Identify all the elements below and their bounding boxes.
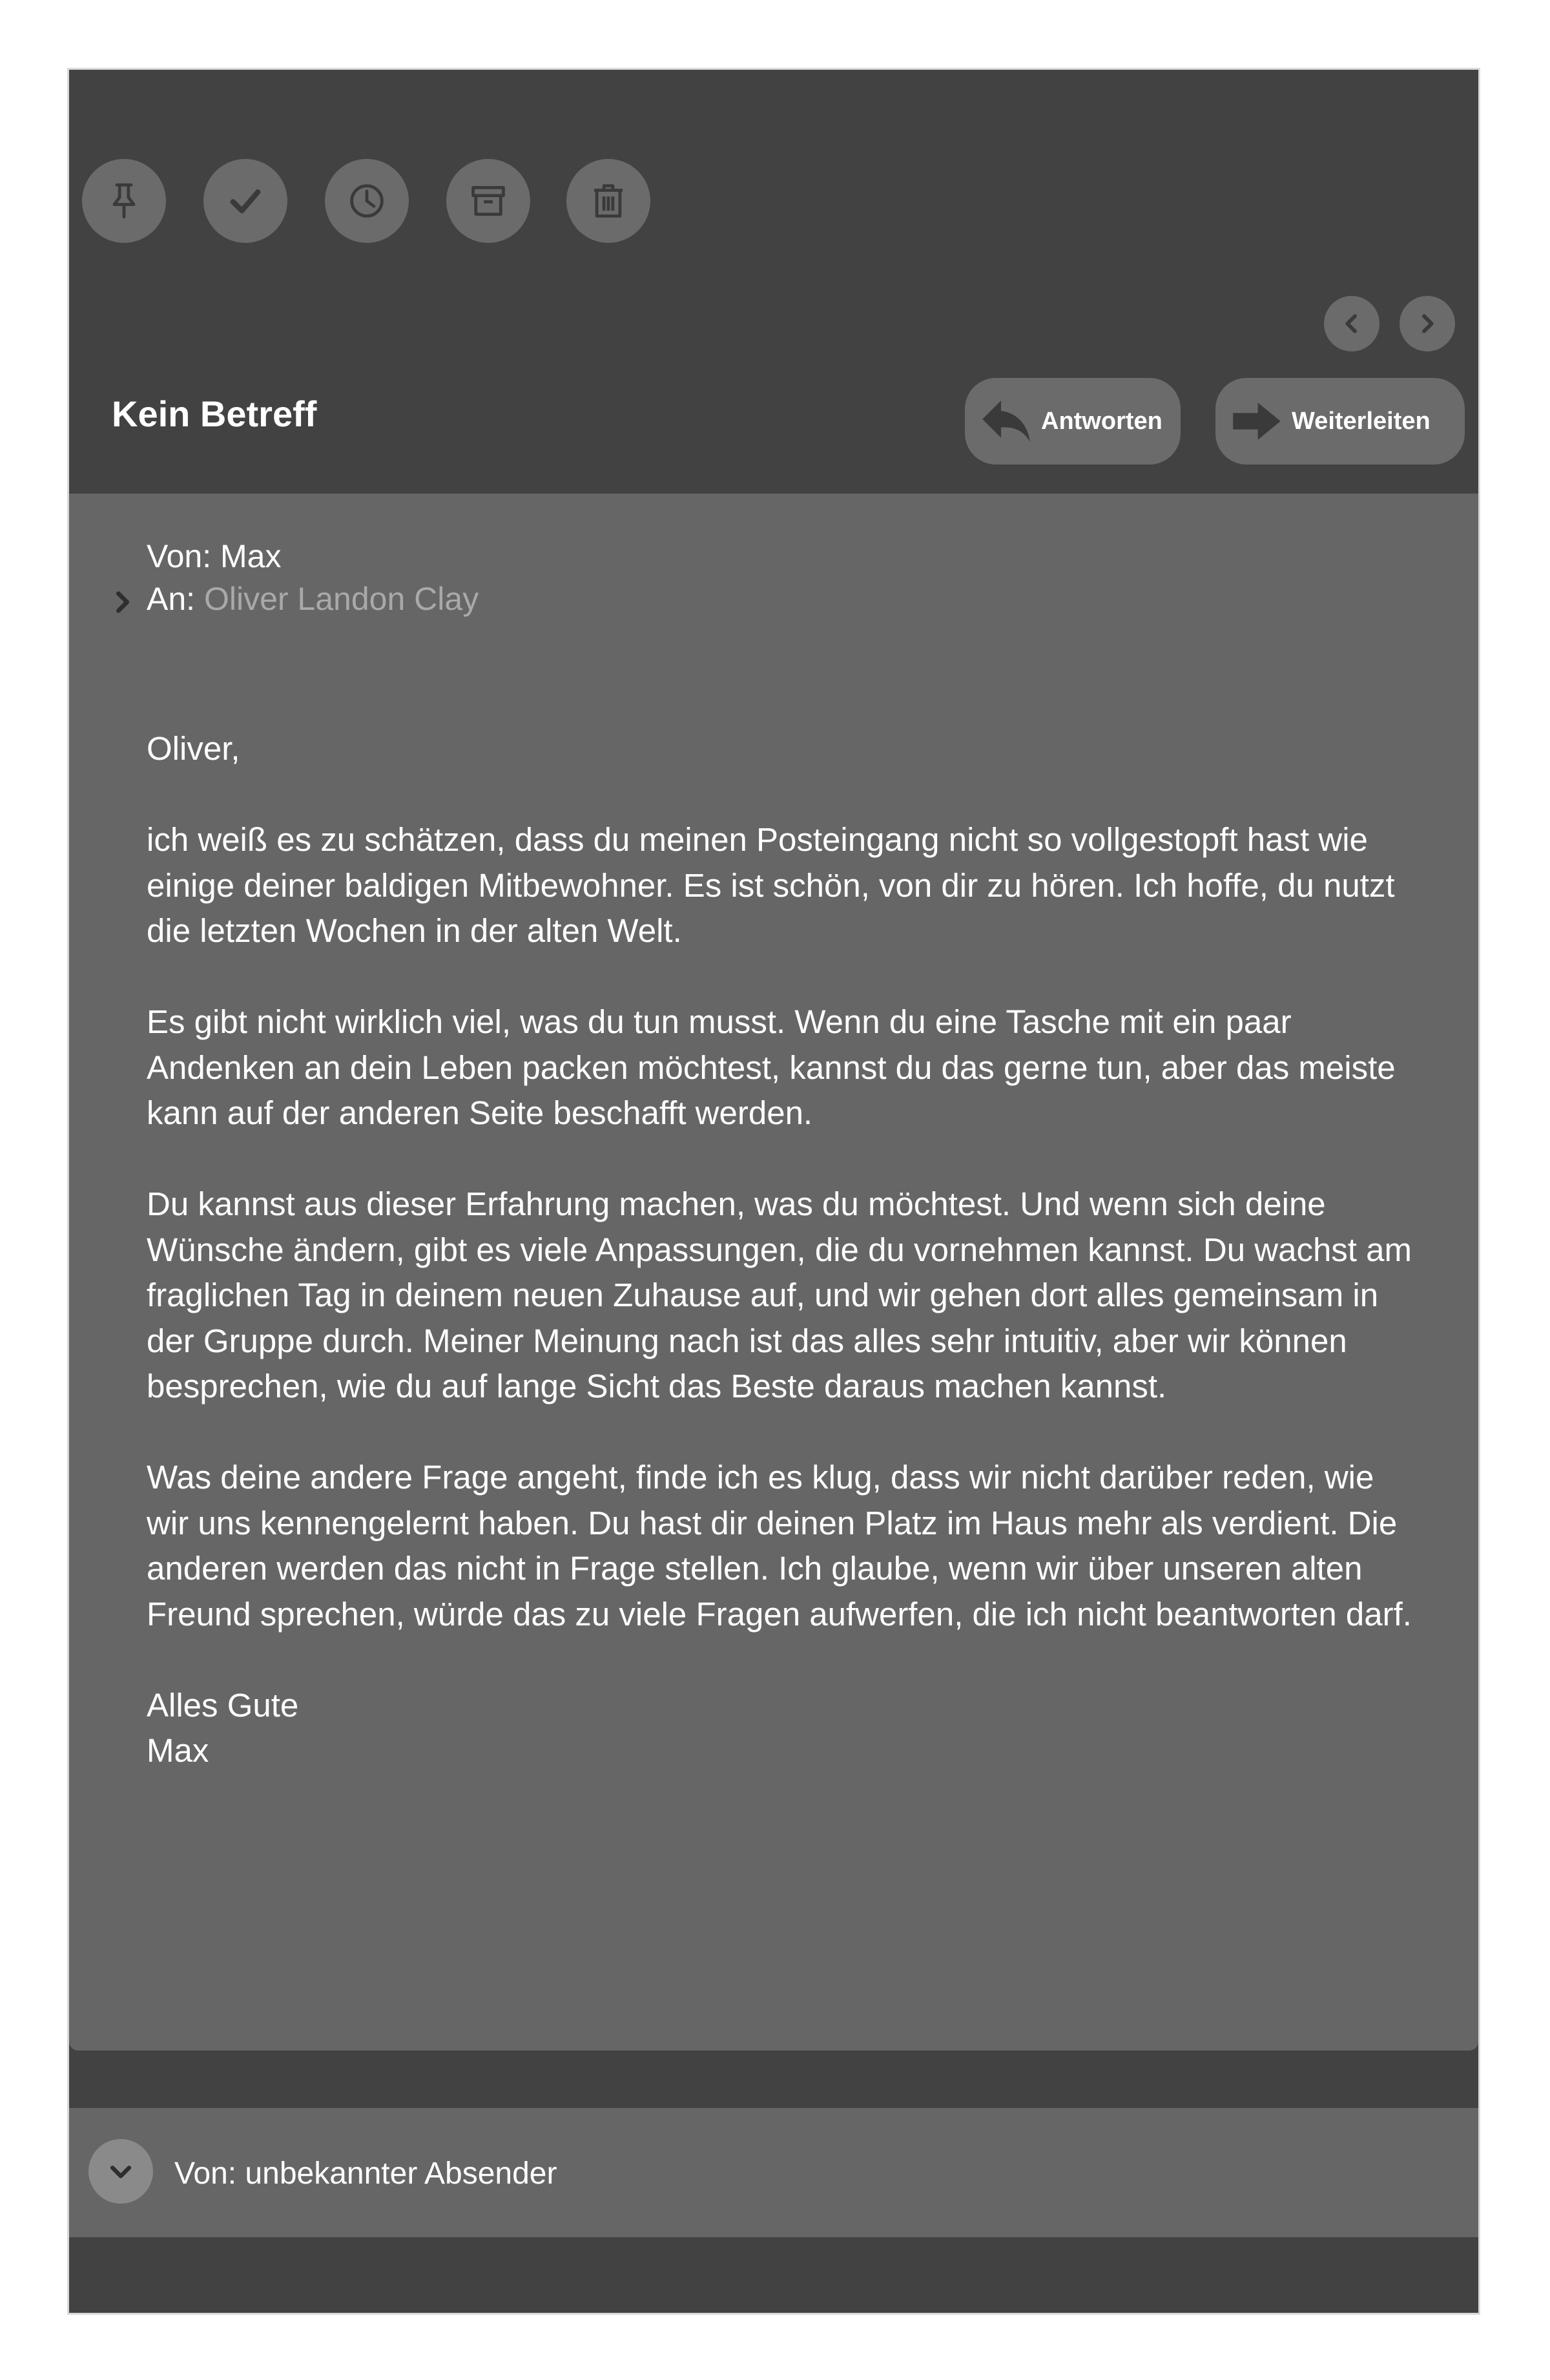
body-paragraph: Was deine andere Frage angeht, finde ich es klug, dass wir nicht darüber reden, wie wir uns kennengelernt haben. Du hast dir deinen Platz im Haus mehr als verdient. Die anderen werden das nicht in Frage stellen. Ich glaube, wenn wir über unseren alten Freund sprechen, würde das zu viele Fragen aufwerfen, die ich nicht beantworten darf. bbox=[147, 1459, 1412, 1633]
check-icon bbox=[224, 180, 267, 222]
to-line[interactable] bbox=[147, 578, 479, 620]
reply-arrow-icon bbox=[980, 398, 1032, 444]
chevron-right-icon bbox=[1414, 311, 1440, 337]
snooze-button[interactable] bbox=[325, 159, 409, 243]
forward-label: Weiterleiten bbox=[1292, 407, 1431, 435]
message-header bbox=[147, 535, 479, 620]
trash-icon bbox=[587, 180, 630, 222]
body-paragraph: Es gibt nicht wirklich viel, was du tun musst. Wenn du eine Tasche mit ein paar Andenken an dein Leben packen möchtest, kannst du das gerne tun, aber das meiste kann auf der anderen Seite beschafft werden. bbox=[147, 1003, 1396, 1131]
body-paragraph: ich weiß es zu schätzen, dass du meinen Posteingang nicht so vollgestopft hast wie einige deiner baldigen Mitbewohner. Es ist schön, von dir zu hören. Ich hoffe, du nutzt die letzten Wochen in der alten Welt. bbox=[147, 821, 1395, 949]
email-window bbox=[69, 70, 1478, 2313]
reply-label: Antworten bbox=[1041, 407, 1162, 435]
from-line bbox=[147, 535, 479, 578]
reply-button[interactable] bbox=[965, 378, 1181, 465]
archive-button[interactable] bbox=[446, 159, 530, 243]
pin-icon bbox=[103, 180, 145, 222]
closing: Alles Gute bbox=[147, 1686, 299, 1724]
forward-arrow-icon bbox=[1231, 398, 1283, 444]
clock-icon bbox=[346, 180, 388, 222]
greeting: Oliver, bbox=[147, 730, 240, 767]
previous-message-button[interactable] bbox=[1324, 296, 1380, 351]
next-message-button[interactable] bbox=[1400, 296, 1455, 351]
from-value: Max bbox=[220, 538, 282, 574]
to-value[interactable]: Oliver Landon Clay bbox=[203, 581, 479, 617]
done-button[interactable] bbox=[203, 159, 287, 243]
chevron-down-icon bbox=[107, 2157, 135, 2186]
chevron-left-icon bbox=[1339, 311, 1365, 337]
expand-recipients-icon[interactable] bbox=[112, 589, 134, 615]
message-body bbox=[147, 726, 1412, 1774]
collapsed-message-sender: Von: unbekannter Absender bbox=[174, 2156, 557, 2191]
message-panel bbox=[69, 494, 1478, 2051]
to-label: An: bbox=[147, 581, 196, 617]
archive-icon bbox=[467, 180, 510, 222]
pin-button[interactable] bbox=[82, 159, 166, 243]
signature: Max bbox=[147, 1732, 209, 1769]
delete-button[interactable] bbox=[566, 159, 650, 243]
collapsed-message[interactable] bbox=[69, 2108, 1478, 2237]
expand-message-button[interactable] bbox=[88, 2139, 153, 2204]
body-paragraph: Du kannst aus dieser Erfahrung machen, was du möchtest. Und wenn sich deine Wünsche ändern, gibt es viele Anpassungen, die du vornehmen kannst. Du wachst am fraglichen Tag in deinem neuen Zuhause auf, und wir gehen dort alles gemeinsam in der Gruppe durch. Meiner Meinung nach ist das alles sehr intuitiv, aber wir können besprechen, wie du auf lange Sicht das Beste daraus machen kannst. bbox=[147, 1185, 1412, 1404]
forward-button[interactable] bbox=[1215, 378, 1465, 465]
from-label: Von: bbox=[147, 538, 212, 574]
email-subject: Kein Betreff bbox=[112, 393, 317, 434]
